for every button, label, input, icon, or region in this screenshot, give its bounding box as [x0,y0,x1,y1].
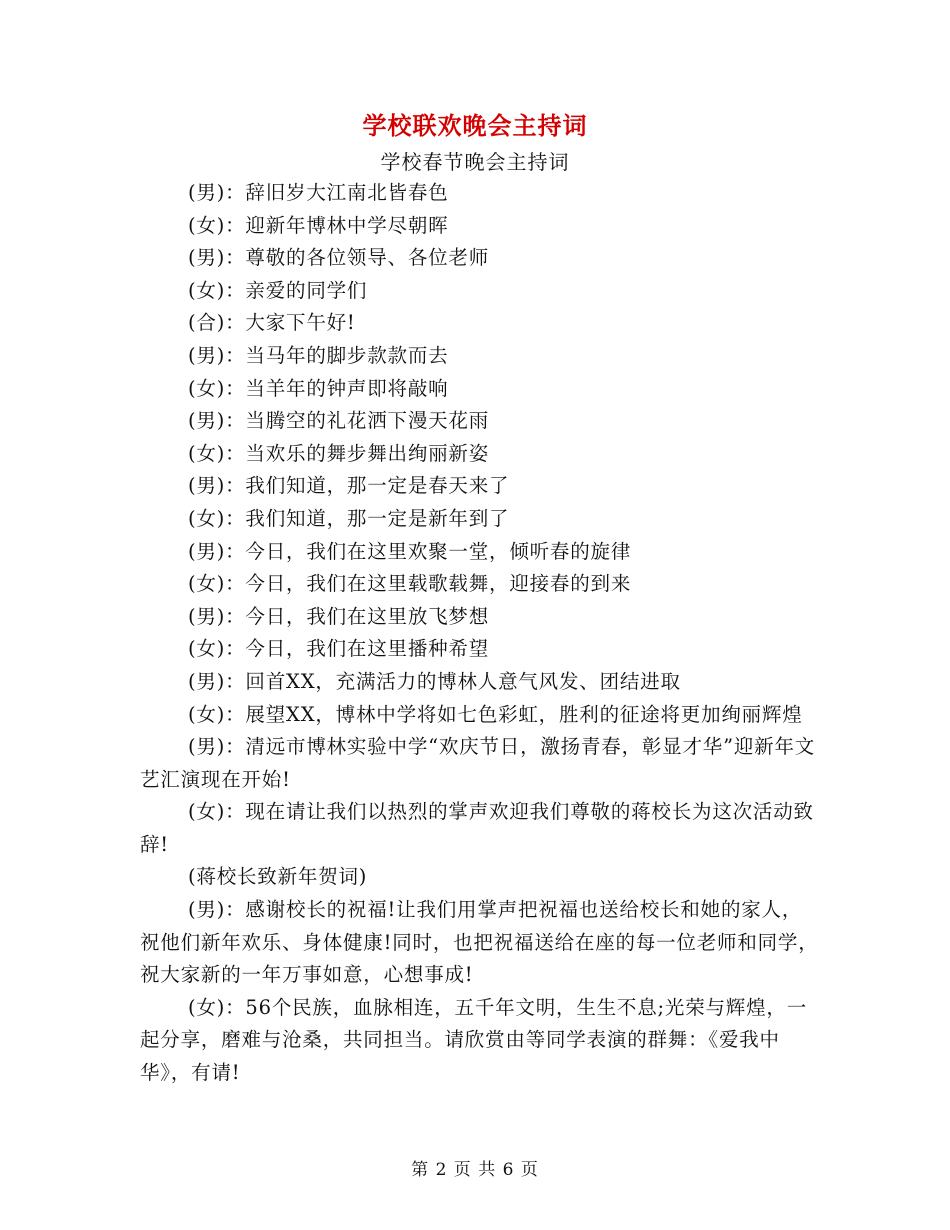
paragraph: (男)：今日，我们在这里欢聚一堂，倾听春的旋律 [188,539,632,563]
paragraph: (合)：大家下午好! [188,311,356,335]
paragraph: (女)：56个民族，血脉相连，五千年文明，生生不息;光荣与辉煌，一起分享，磨难与沧桑，共同担当。请欣赏由等同学表演的群舞：《爱我中华》，有请! [140,995,807,1085]
document-subtitle: 学校春节晚会主持词 [380,150,570,174]
document-body [140,177,820,1090]
paragraph: (男)：辞旧岁大江南北皆春色 [188,181,449,204]
paragraph: (男)：我们知道，那一定是春天来了 [188,474,510,498]
paragraph: (女)：今日，我们在这里播种希望 [188,637,490,661]
paragraph: (女)：当欢乐的舞步舞出绚丽新姿 [188,441,490,465]
paragraph: (女)：亲爱的同学们 [188,278,368,302]
paragraph: (男)：今日，我们在这里放飞梦想 [188,604,490,628]
paragraph: (男)：尊敬的各位领导、各位老师 [188,246,490,270]
page-number: 第 2 页 共 6 页 [411,1160,539,1180]
paragraph: (女)：现在请让我们以热烈的掌声欢迎我们尊敬的蒋校长为这次活动致辞! [140,800,814,856]
paragraph: (男)：回首XX，充满活力的博林人意气风发、团结进取 [188,669,681,693]
paragraph: (蒋校长致新年贺词) [188,865,368,889]
paragraph: (男)：清远市博林实验中学“欢庆节日，激扬青春，彰显才华”迎新年文艺汇演现在开始! [140,735,816,791]
paragraph: (女)：展望XX，博林中学将如七色彩虹，胜利的征途将更加绚丽辉煌 [188,702,803,726]
document-title: 学校联欢晚会主持词 [362,111,588,140]
paragraph: (女)：迎新年博林中学尽朝晖 [188,213,449,237]
paragraph: (女)：我们知道，那一定是新年到了 [188,506,510,530]
paragraph: (男)：当腾空的礼花洒下漫天花雨 [188,409,490,433]
paragraph: (女)：当羊年的钟声即将敲响 [188,376,449,400]
paragraph: (男)：当马年的脚步款款而去 [188,343,449,367]
paragraph: (女)：今日，我们在这里载歌载舞，迎接春的到来 [188,572,632,596]
paragraph: (男)：感谢校长的祝福!让我们用掌声把祝福也送给校长和她的家人，祝他们新年欢乐、身体健康!同时，也把祝福送给在座的每一位老师和同学，祝大家新的一年万事如意，心想事成! [140,898,819,987]
